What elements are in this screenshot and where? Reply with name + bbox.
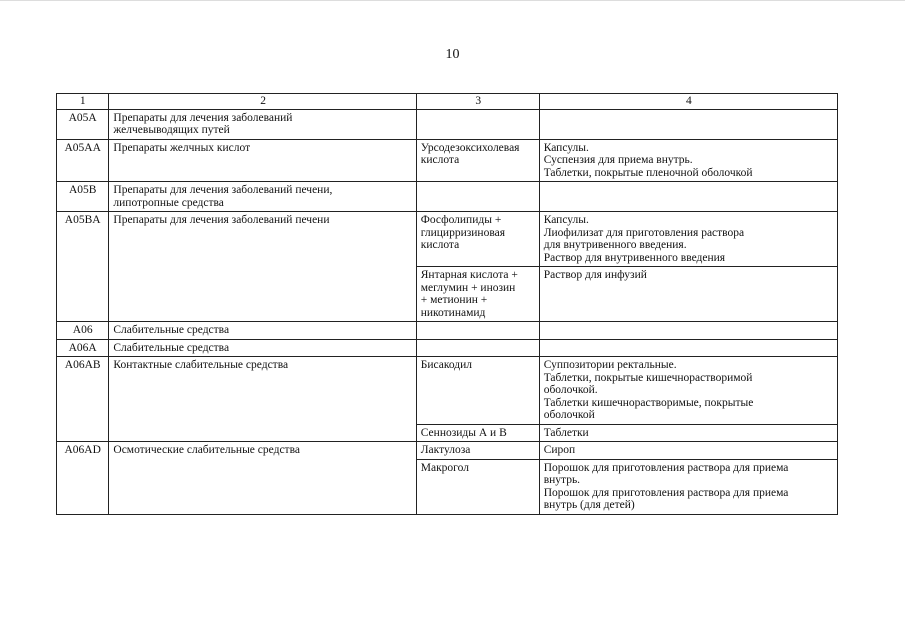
dosage-forms-cell [539, 442, 837, 460]
group-name-cell [109, 339, 416, 357]
dosage-forms-cell [539, 267, 837, 322]
cell-line: Суспензия для приема внутрь. [543, 154, 693, 166]
cell-line: Урсодезоксихолевая [420, 141, 520, 154]
table-row [57, 357, 838, 425]
cell-line: кислота [420, 154, 460, 166]
table-row [57, 322, 838, 340]
drug-name-cell [416, 182, 539, 212]
cell-line: + метионин + [420, 294, 488, 306]
dosage-forms-cell [539, 139, 837, 182]
dosage-forms-cell [539, 322, 837, 340]
cell-line: Раствор для инфузий [543, 269, 647, 281]
cell-line: Порошок для приготовления раствора для приема [543, 486, 789, 499]
dosage-forms-cell [539, 459, 837, 514]
group-name-cell [109, 322, 416, 340]
atc-code-cell: A06AD [57, 442, 109, 515]
drug-name-cell [416, 109, 539, 139]
cell-line: Порошок для приготовления раствора для приема [543, 461, 789, 474]
table-row [57, 182, 838, 212]
cell-line: Капсулы. [543, 141, 589, 154]
dosage-forms-cell [539, 182, 837, 212]
drug-name-cell [416, 459, 539, 514]
cell-line: Таблетки кишечнорастворимые, покрытые [543, 396, 754, 409]
page-top-edge [0, 0, 905, 1]
drug-name-cell [416, 212, 539, 267]
dosage-forms-cell [539, 109, 837, 139]
group-name-cell [109, 109, 416, 139]
cell-line: меглумин + инозин [420, 281, 516, 294]
cell-line: глицирризиновая [420, 226, 506, 239]
cell-line: Раствор для внутривенного введения [543, 251, 726, 264]
cell-line: кислота [420, 239, 460, 251]
group-name-cell [109, 357, 416, 442]
header-col-1: 1 [57, 94, 109, 110]
header-col-3: 3 [416, 94, 539, 110]
cell-line: Слабительные средства [113, 341, 230, 354]
table-header-row [57, 94, 838, 110]
cell-line: Сеннозиды А и В [420, 426, 507, 439]
drug-name-cell [416, 424, 539, 442]
dosage-forms-cell [539, 339, 837, 357]
atc-code-cell: A06A [57, 339, 109, 357]
cell-line: Лиофилизат для приготовления раствора [543, 226, 745, 239]
cell-line: оболочкой [543, 409, 595, 421]
cell-line: Препараты желчных кислот [113, 141, 251, 154]
dosage-forms-cell [539, 212, 837, 267]
page-number: 10 [445, 47, 460, 62]
drug-name-cell [416, 339, 539, 357]
dosage-forms-cell [539, 424, 837, 442]
atc-code-cell: A06AB [57, 357, 109, 442]
drug-name-cell [416, 442, 539, 460]
header-col-2: 2 [109, 94, 416, 110]
cell-line: Капсулы. [543, 214, 589, 226]
drug-name-cell [416, 139, 539, 182]
group-name-cell [109, 182, 416, 212]
cell-line: Макрогол [420, 461, 469, 474]
header-col-4: 4 [539, 94, 837, 110]
cell-line: Контактные слабительные средства [113, 359, 289, 371]
table-row [57, 442, 838, 460]
cell-line: оболочкой. [543, 384, 598, 396]
cell-line: Лактулоза [420, 444, 471, 456]
atc-code-cell: A06 [57, 322, 109, 340]
cell-line: Препараты для лечения заболеваний [113, 111, 293, 124]
table-row [57, 339, 838, 357]
cell-line: внутрь. [543, 474, 581, 486]
cell-line: Фосфолипиды + [420, 214, 502, 226]
table-row [57, 109, 838, 139]
table-row [57, 212, 838, 267]
cell-line: для внутривенного введения. [543, 239, 687, 251]
table-row [57, 139, 838, 182]
cell-line: Янтарная кислота + [420, 269, 518, 281]
atc-code-cell: A05B [57, 182, 109, 212]
atc-code-cell: A05BA [57, 212, 109, 322]
drug-name-cell [416, 267, 539, 322]
drug-name-cell [416, 322, 539, 340]
dosage-forms-cell [539, 357, 837, 425]
group-name-cell [109, 442, 416, 515]
group-name-cell [109, 139, 416, 182]
cell-line: желчевыводящих путей [113, 124, 230, 136]
cell-line: никотинамид [420, 306, 486, 319]
cell-line: Осмотические слабительные средства [113, 444, 300, 456]
cell-line: Таблетки [543, 426, 589, 439]
cell-line: Суппозитории ректальные. [543, 359, 677, 371]
cell-line: Препараты для лечения заболеваний печени [113, 214, 330, 226]
cell-line: Таблетки, покрытые пленочной оболочкой [543, 166, 753, 179]
cell-line: Бисакодил [420, 359, 473, 371]
cell-line: Сироп [543, 444, 576, 456]
drug-table [56, 93, 838, 515]
atc-code-cell: A05A [57, 109, 109, 139]
cell-line: Препараты для лечения заболеваний печени, [113, 184, 333, 196]
cell-line: Слабительные средства [113, 324, 230, 336]
group-name-cell [109, 212, 416, 322]
atc-code-cell: A05AA [57, 139, 109, 182]
cell-line: липотропные средства [113, 196, 224, 209]
cell-line: внутрь (для детей) [543, 499, 635, 511]
drug-name-cell [416, 357, 539, 425]
cell-line: Таблетки, покрытые кишечнорастворимой [543, 371, 753, 384]
